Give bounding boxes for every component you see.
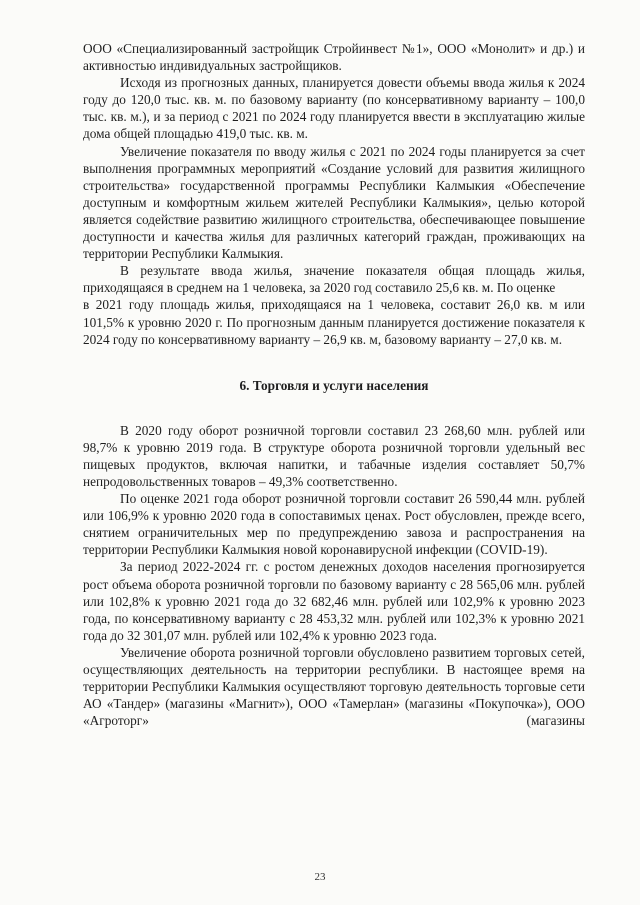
paragraph-intro-4: В результате ввода жилья, значение показателя общая площадь жилья, приходящаяся в среднем на 1 человека, за 2020 год составило 25,6 кв. м. По оценке xyxy=(83,263,585,296)
paragraph-section-1: В 2020 году оборот розничной торговли составил 23 268,60 млн. рублей или 98,7% к уровню 2019 года. В структуре оборота розничной торговли удельный вес пищевых продуктов, включая напитки, и табачные изделия составляет 50,7% непродовольственных товаров – 49,3% соответственно. xyxy=(83,422,585,489)
paragraph-intro-5: в 2021 году площадь жилья, приходящаяся на 1 человека, составит 26,0 кв. м или 101,5% к уровню 2020 г. По прогнозным данным планируется достижение показателя к 2024 году по консервативному варианту – 26,9 кв. м, базовому варианту – 27,0 кв. м. xyxy=(83,297,585,347)
paragraph-intro-2: Исходя из прогнозных данных, планируется довести объемы ввода жилья к 2024 году до 120,0 тыс. кв. м. по базовому варианту (по консервативному варианту – 100,0 тыс. кв. м.), и за период с 2021 по 2024 году планируется ввести в эксплуатацию жилые дома общей площадью 419,0 тыс. кв. м. xyxy=(83,75,585,142)
section-heading: 6. Торговля и услуги населения xyxy=(239,377,429,393)
paragraph-intro-1: ООО «Специализированный застройщик Стройинвест №1», ООО «Монолит» и др.) и активностью индивидуальных застройщиков. xyxy=(83,41,585,74)
paragraph-section-4: Увеличение оборота розничной торговли обусловлено развитием торговых сетей, осуществляющих деятельность на территории республики. В настоящее время на территории Республики Калмыкия осуществляют торговую деятельность торговые сети АО «Тандер» (магазины «Магнит»), ООО «Тамерлан» (магазины «Покупочка»), ООО «Агроторг» (магазины xyxy=(83,644,585,729)
paragraph-section-2: По оценке 2021 года оборот розничной торговли составит 26 590,44 млн. рублей или 106,9% к уровню 2020 года в сопоставимых ценах. Рост обусловлен, прежде всего, снятием ограничительных мер по предупреждению завоза и распространения на территории Республики Калмыкия новой коронавирусной инфекции (COVID-19). xyxy=(83,491,585,558)
paragraph-section-3: За период 2022-2024 гг. с ростом денежных доходов населения прогнозируется рост объема оборота розничной торговли по базовому варианту с 28 565,06 млн. рублей или 102,8% к уровню 2021 года до 32 682,46 млн. рублей или 102,9% к уровню 2023 года, по консервативному варианту с 28 453,32 млн. рублей или 102,3% к уровню 2021 года до 32 301,07 млн. рублей или 102,4% к уровню 2023 года. xyxy=(83,559,585,643)
page-number: 23 xyxy=(314,871,326,883)
paragraph-intro-3: Увеличение показателя по вводу жилья с 2021 по 2024 годы планируется за счет выполнения программных мероприятий «Создание условий для развития жилищного строительства» государственной программы Республики Калмыкия «Обеспечение доступным и комфортным жильем жителей Республики Калмыкия», целью которой является содействие развитию жилищного строительства, обеспечивающее повышение доступности и качества жилья для различных категорий граждан, проживающих на территории Республики Калмыкия. xyxy=(83,143,585,262)
